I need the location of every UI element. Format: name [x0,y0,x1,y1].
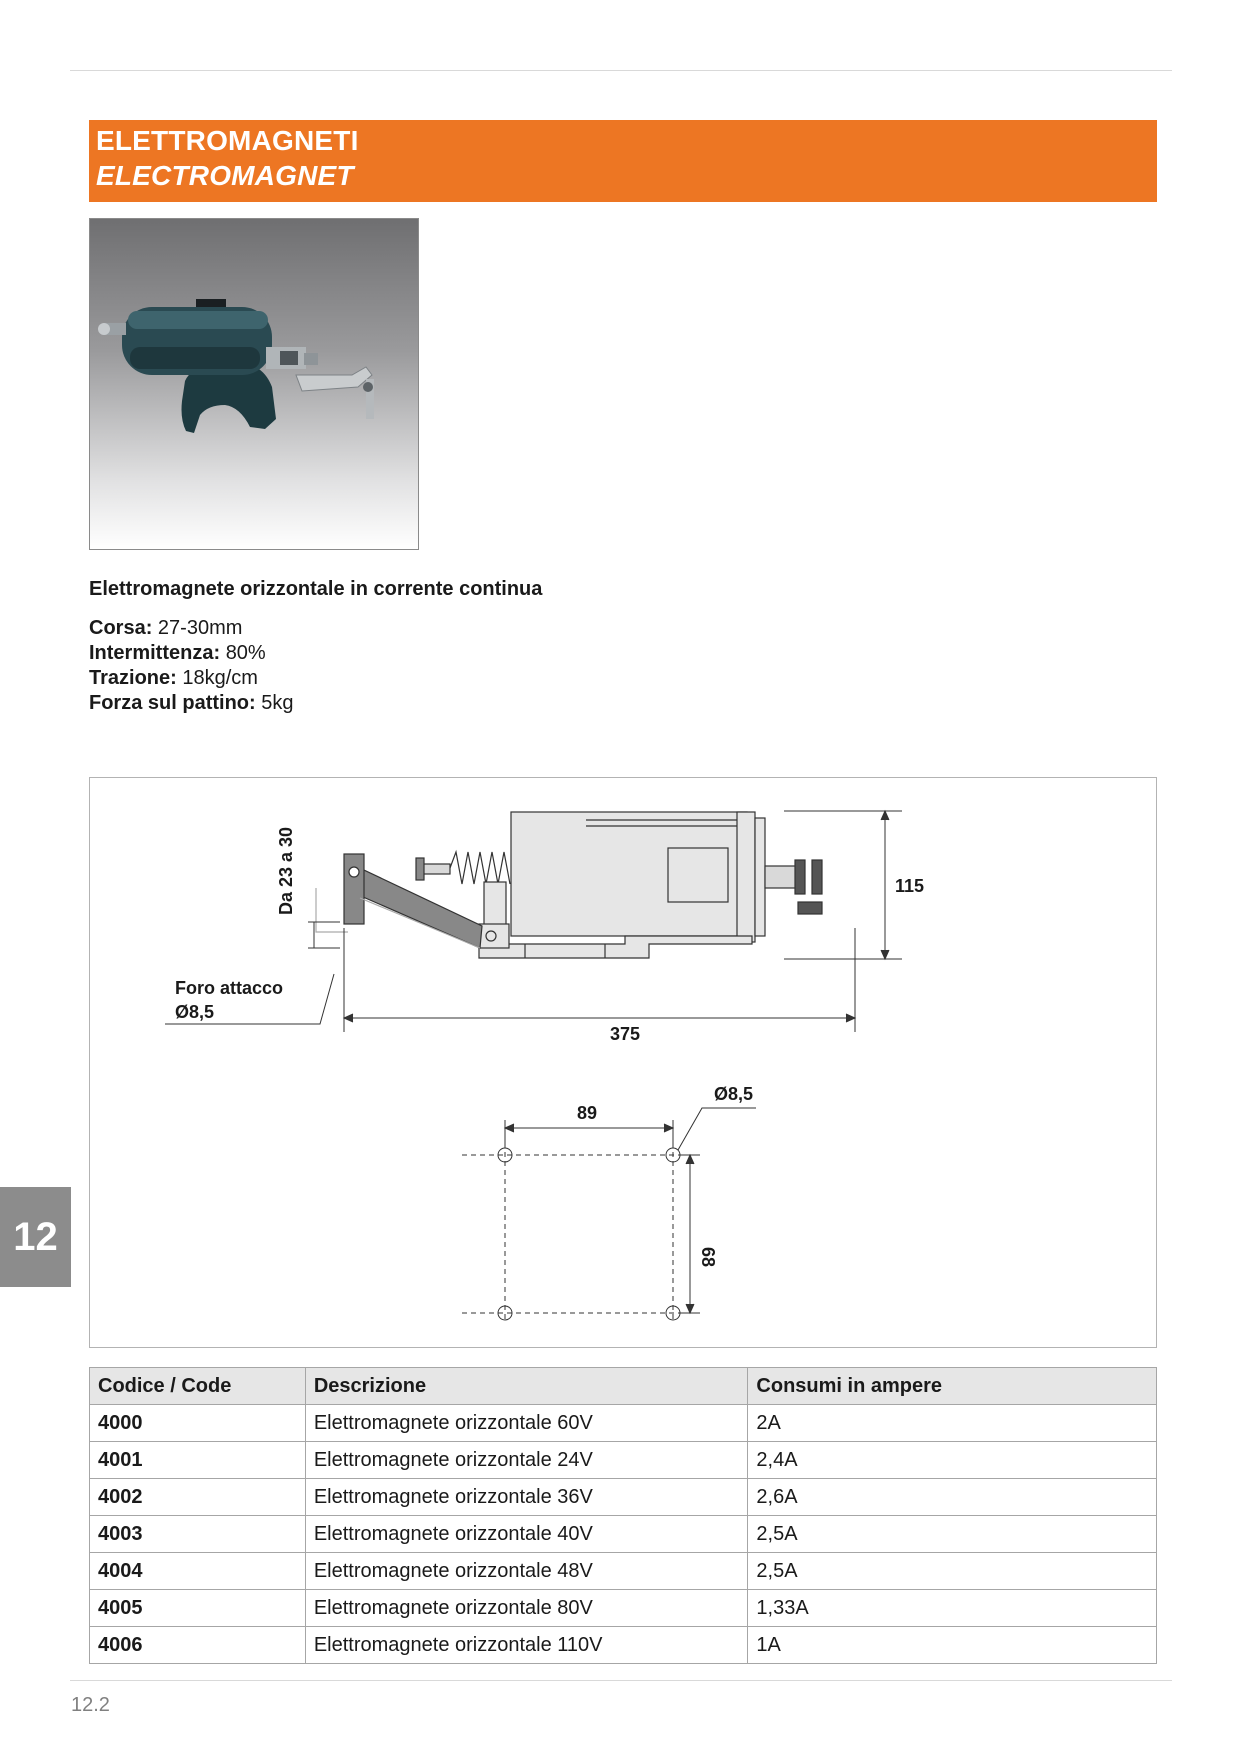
top-rule [70,70,1172,71]
code-cell: 4001 [90,1442,306,1479]
section-title-english: ELECTROMAGNET [96,160,354,191]
code-cell: 4004 [90,1553,306,1590]
height-label: 115 [895,876,925,896]
length-label: 375 [610,1024,641,1044]
section-title: ELETTROMAGNETI [96,125,359,156]
hole-label-line1: Foro attacco [175,978,284,998]
spec-label: Corsa: [89,617,153,639]
table-row [90,1479,1157,1516]
chapter-tab: 12 [0,1187,71,1287]
description-cell: Elettromagnete orizzontale 80V [305,1590,748,1627]
stroke-label: Da 23 a 30 [276,826,296,915]
column-header-description: Descrizione [305,1368,748,1405]
table-row [90,1590,1157,1627]
spec-item [89,666,293,691]
column-header-consumption: Consumi in ampere [748,1368,1157,1405]
spec-label: Intermittenza: [89,642,221,664]
spec-label: Trazione: [89,667,177,689]
table-row [90,1442,1157,1479]
description-cell: Elettromagnete orizzontale 24V [305,1442,748,1479]
spec-item [89,641,293,666]
spec-list [89,616,293,716]
code-cell: 4003 [90,1516,306,1553]
description-cell: Elettromagnete orizzontale 60V [305,1405,748,1442]
ampere-cell: 2,5A [748,1553,1157,1590]
mount-hole-label: Ø8,5 [714,1084,754,1104]
description-cell: Elettromagnete orizzontale 40V [305,1516,748,1553]
code-cell: 4002 [90,1479,306,1516]
ampere-cell: 1,33A [748,1590,1157,1627]
table-header-row [90,1368,1157,1405]
code-cell: 4005 [90,1590,306,1627]
spec-item [89,616,293,641]
code-cell: 4000 [90,1405,306,1442]
code-cell: 4006 [90,1627,306,1664]
spec-value: 27-30mm [157,617,243,639]
ampere-cell: 2A [748,1405,1157,1442]
spec-label: Forza sul pattino: [89,692,256,714]
mount-height-label: 68 [698,1247,718,1268]
table-row [90,1627,1157,1664]
spec-value: 5kg [261,692,294,714]
ampere-cell: 1A [748,1627,1157,1664]
electromagnet-side-view [316,812,822,958]
column-header-code: Codice / Code [90,1368,306,1405]
spec-value: 18kg/cm [182,667,258,689]
stroke-dimension [308,922,340,948]
electromagnet-image [90,219,419,550]
mounting-pattern [462,1108,756,1323]
description-cell: Elettromagnete orizzontale 110V [305,1627,748,1664]
technical-drawing [89,777,1157,1348]
table-row [90,1553,1157,1590]
spec-item [89,691,293,716]
description-cell: Elettromagnete orizzontale 36V [305,1479,748,1516]
spec-value: 80% [225,642,266,664]
drawing-svg [90,778,1156,1347]
hole-label-line2: Ø8,5 [175,1002,215,1022]
bottom-rule [70,1680,1172,1681]
mount-width-label: 89 [577,1103,598,1123]
product-photo [89,218,419,550]
page-number: 12.2 [71,1694,110,1716]
table-row [90,1405,1157,1442]
section-header [89,120,1157,202]
description-cell: Elettromagnete orizzontale 48V [305,1553,748,1590]
ampere-cell: 2,6A [748,1479,1157,1516]
ampere-cell: 2,4A [748,1442,1157,1479]
product-table [89,1367,1157,1664]
ampere-cell: 2,5A [748,1516,1157,1553]
table-row [90,1516,1157,1553]
product-subtitle: Elettromagnete orizzontale in corrente continua [89,578,543,600]
